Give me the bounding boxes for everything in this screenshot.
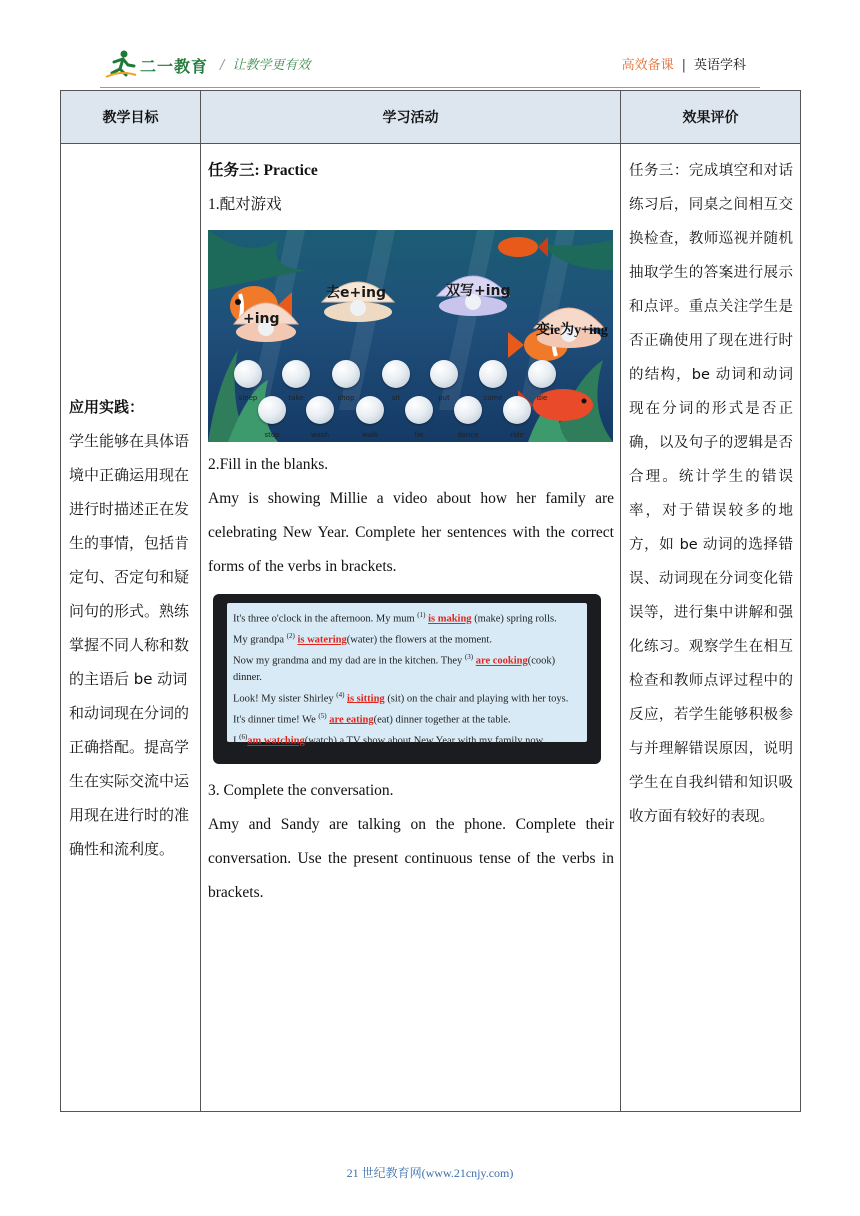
fill-blanks-screen <box>213 594 601 764</box>
pearl-word: come <box>483 394 503 402</box>
rule-drop-e: 去e+ing <box>326 285 387 301</box>
table-row <box>61 144 801 1112</box>
blank-answer: are eating <box>329 714 374 726</box>
header-activities: 学习活动 <box>201 91 621 144</box>
sentence-text: (cook) dinner. <box>233 655 556 684</box>
runner-logo-icon <box>104 48 138 80</box>
evaluation-text: 任务三：完成填空和对话练习后，同桌之间相互交换检查，教师巡视并随机抽取学生的答案进行展示和点评。重点关注学生是否正确使用了现在进行时的结构，be 动词和动词现在分词的形式是否正确，以及句子的逻辑是否合理。统计学生的错误率，对于错误较多的地方，如 be 动词的选择错误、动词现在分词变化错误等，进行集中讲解和强化练习。观察学生在相互检查和教师点评过程中的反应，若学生能够积极参与并理解错误原因，说明学生在自我纠错和知识吸收方面有较好的表现。 <box>629 163 793 825</box>
tag-subject: 英语学科 <box>693 58 746 73</box>
sentence-text: (water) the flowers at the moment. <box>346 634 492 646</box>
blank-sentence <box>233 628 581 649</box>
blank-answer: is sitting <box>347 693 385 705</box>
blank-number: (2) <box>286 632 295 641</box>
sentence-text: I <box>233 735 240 747</box>
match-game-image <box>208 230 613 442</box>
tag-separator: | <box>681 58 686 73</box>
blank-number: (4) <box>336 690 345 699</box>
blank-sentence <box>233 607 581 628</box>
sentence-text: (make) spring rolls. <box>471 613 557 625</box>
pearl-word: sit <box>391 394 401 402</box>
task-title: 任务三: Practice <box>208 162 318 179</box>
item2-heading: 2.Fill in the blanks. <box>208 456 329 473</box>
pearl-word: ride <box>510 431 524 439</box>
pearl-word: put <box>438 394 450 402</box>
rule-ie-to-y: 变ie为y+ing <box>536 323 608 338</box>
pearl-word: stop <box>264 431 280 439</box>
header-tags <box>622 54 746 73</box>
pearl-word: die <box>536 394 548 402</box>
fish-icon <box>488 232 548 262</box>
pearl-word: walk <box>361 431 378 439</box>
blank-answer: is making <box>428 613 472 625</box>
blank-answer: are cooking <box>475 655 528 667</box>
lesson-table <box>60 90 801 1112</box>
blank-sentence <box>233 708 581 729</box>
fill-blanks-content <box>227 603 587 747</box>
pearl-word: shop <box>337 394 355 402</box>
sentence-text: It's three o'clock in the afternoon. My mum <box>233 613 418 625</box>
tag-efficient-prep: 高效备课 <box>621 58 674 73</box>
brand-logo <box>104 48 224 80</box>
rule-double: 双写+ing <box>446 283 511 299</box>
sentence-text: Now my grandma and my dad are in the kitchen. They <box>233 655 465 667</box>
sentence-text: It's dinner time! We <box>233 714 319 726</box>
slogan-divider: / <box>220 58 225 73</box>
sentence-text: (eat) dinner together at the table. <box>373 714 511 726</box>
pearl-word: tie <box>414 431 424 439</box>
item3-heading: 3. Complete the conversation. <box>208 782 394 799</box>
item2-description: Amy is showing Millie a video about how her family are celebrating New Year. Complete her sentences with the correct forms of the verbs in brackets. <box>208 490 614 575</box>
page-header <box>100 44 760 84</box>
header-rule <box>100 87 760 88</box>
blank-answer: am watching <box>247 735 305 747</box>
sentence-text: Look! My sister Shirley <box>233 693 337 705</box>
activity-cell <box>201 144 621 1112</box>
blank-sentence <box>233 649 581 687</box>
pearl-word: take <box>288 394 304 402</box>
slogan-text: 让教学更有效 <box>232 58 311 73</box>
pearl-word: dance <box>457 431 479 439</box>
blank-number: (6) <box>239 733 248 742</box>
blank-sentence <box>233 729 581 750</box>
objective-text: 学生能够在具体语境中正确运用现在进行时描述正在发生的事情，包括肯定句、否定句和疑问句的形式。熟练掌握不同人称和数的主语后 be 动词和动词现在分词的正确搭配。提高学生在实际交流中运用现在进行时的准确性和流利度。 <box>69 431 190 858</box>
item3-description: Amy and Sandy are talking on the phone. Complete their conversation. Use the present continuous tense of the verbs in brackets. <box>208 816 614 901</box>
sentence-text: (sit) on the chair and playing with her toys. <box>384 693 569 705</box>
blank-number: (1) <box>417 611 426 619</box>
pearl-word: sleep <box>238 394 258 402</box>
blank-number: (5) <box>318 711 327 720</box>
rule-add-ing: +ing <box>243 311 280 327</box>
item1-heading: 1.配对游戏 <box>208 196 282 213</box>
blank-answer: is watering <box>297 634 347 646</box>
header-evaluation: 效果评价 <box>621 91 801 144</box>
blank-number: (3) <box>464 653 474 662</box>
objective-title: 应用实践： <box>69 397 145 416</box>
sentence-text: My grandpa <box>233 634 287 646</box>
header-objectives: 教学目标 <box>61 91 201 144</box>
table-header-row <box>61 91 801 144</box>
evaluation-cell <box>621 144 801 1112</box>
page-footer: 21 世纪教育网(www.21cnjy.com) <box>346 1166 514 1180</box>
slogan <box>220 54 310 73</box>
pearl-word: wash <box>310 431 330 439</box>
blank-sentence <box>233 687 581 708</box>
brand-name: 二一教育 <box>140 57 209 76</box>
sentence-text: (watch) a TV show about New Year with my family now. <box>304 735 546 747</box>
objective-cell <box>61 144 201 1112</box>
